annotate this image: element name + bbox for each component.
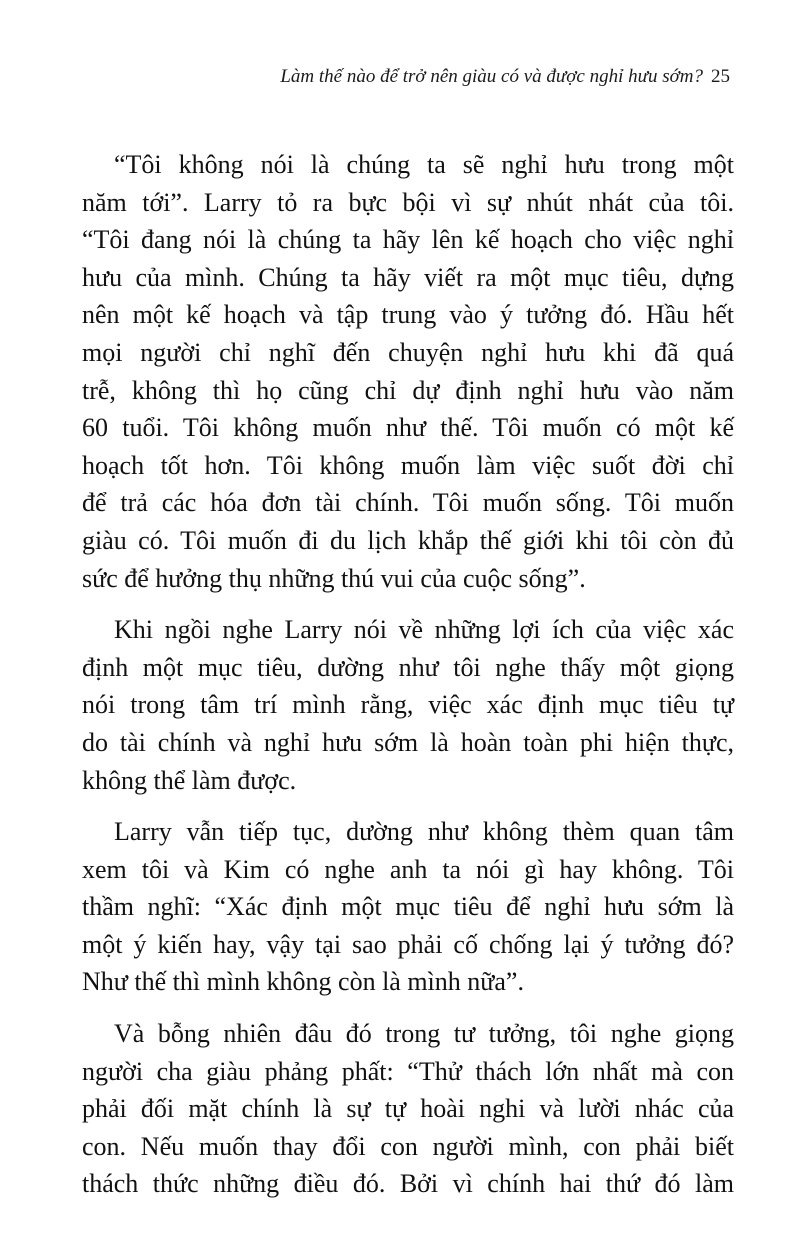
text-line: “Tôi không nói là chúng ta sẽ nghỉ hưu trong một bbox=[114, 150, 734, 179]
body-text bbox=[82, 146, 734, 1217]
text-line: trễ, không thì họ cũng chỉ dự định nghỉ hưu vào năm bbox=[82, 375, 734, 405]
text-line: thầm nghĩ: “Xác định một mục tiêu để nghỉ hưu sớm là bbox=[82, 892, 735, 922]
text-line: giàu có. Tôi muốn đi du lịch khắp thế giới khi tôi còn đủ bbox=[82, 525, 735, 555]
text-line: không thể làm được. bbox=[82, 765, 297, 795]
text-line: định một mục tiêu, dường như tôi nghe thấy một giọng bbox=[82, 652, 734, 682]
text-line: xem tôi và Kim có nghe anh ta nói gì hay không. Tôi bbox=[82, 854, 735, 884]
page-number: 25 bbox=[711, 66, 730, 87]
running-title: Làm thế nào để trở nên giàu có và được nghỉ hưu sớm? bbox=[280, 66, 703, 87]
text-line: hưu của mình. Chúng ta hãy viết ra một mục tiêu, dựng bbox=[82, 262, 735, 292]
text-line: con. Nếu muốn thay đổi con người mình, con phải biết bbox=[82, 1131, 735, 1161]
paragraph bbox=[82, 611, 734, 799]
text-line: người cha giàu phảng phất: “Thử thách lớn nhất mà con bbox=[82, 1056, 734, 1086]
paragraph bbox=[82, 1015, 734, 1203]
text-line: nên một kế hoạch và tập trung vào ý tưởng đó. Hầu hết bbox=[82, 300, 734, 330]
paragraph bbox=[82, 813, 734, 1001]
text-line: phải đối mặt chính là sự tự hoài nghi và lười nhác của bbox=[82, 1094, 735, 1124]
text-line: nói trong tâm trí mình rằng, việc xác định mục tiêu tự bbox=[82, 690, 735, 720]
paragraph bbox=[82, 146, 734, 597]
text-line: Larry vẫn tiếp tục, dường như không thèm quan tâm bbox=[114, 817, 734, 847]
text-line: Khi ngồi nghe Larry nói về những lợi ích của việc xác bbox=[114, 615, 734, 645]
text-line: năm tới”. Larry tỏ ra bực bội vì sự nhút nhát của tôi. bbox=[82, 187, 734, 217]
text-line: hoạch tốt hơn. Tôi không muốn làm việc suốt đời chỉ bbox=[82, 450, 735, 480]
text-line: Và bỗng nhiên đâu đó trong tư tưởng, tôi nghe giọng bbox=[114, 1019, 734, 1049]
text-line: do tài chính và nghỉ hưu sớm là hoàn toàn phi hiện thực, bbox=[82, 727, 735, 757]
running-header bbox=[60, 60, 730, 94]
text-line: mọi người chỉ nghĩ đến chuyện nghỉ hưu khi đã quá bbox=[82, 337, 734, 367]
text-line: để trả các hóa đơn tài chính. Tôi muốn sống. Tôi muốn bbox=[82, 488, 735, 518]
text-line: thách thức những điều đó. Bởi vì chính hai thứ đó làm bbox=[82, 1169, 734, 1199]
text-line: Như thế thì mình không còn là mình nữa”. bbox=[82, 967, 524, 997]
text-line: sức để hưởng thụ những thú vui của cuộc sống”. bbox=[82, 563, 586, 593]
text-line: “Tôi đang nói là chúng ta hãy lên kế hoạch cho việc nghỉ bbox=[82, 225, 735, 255]
text-line: một ý kiến hay, vậy tại sao phải cố chống lại ý tưởng đó? bbox=[82, 929, 735, 959]
text-line: 60 tuổi. Tôi không muốn như thế. Tôi muốn có một kế bbox=[82, 413, 734, 443]
